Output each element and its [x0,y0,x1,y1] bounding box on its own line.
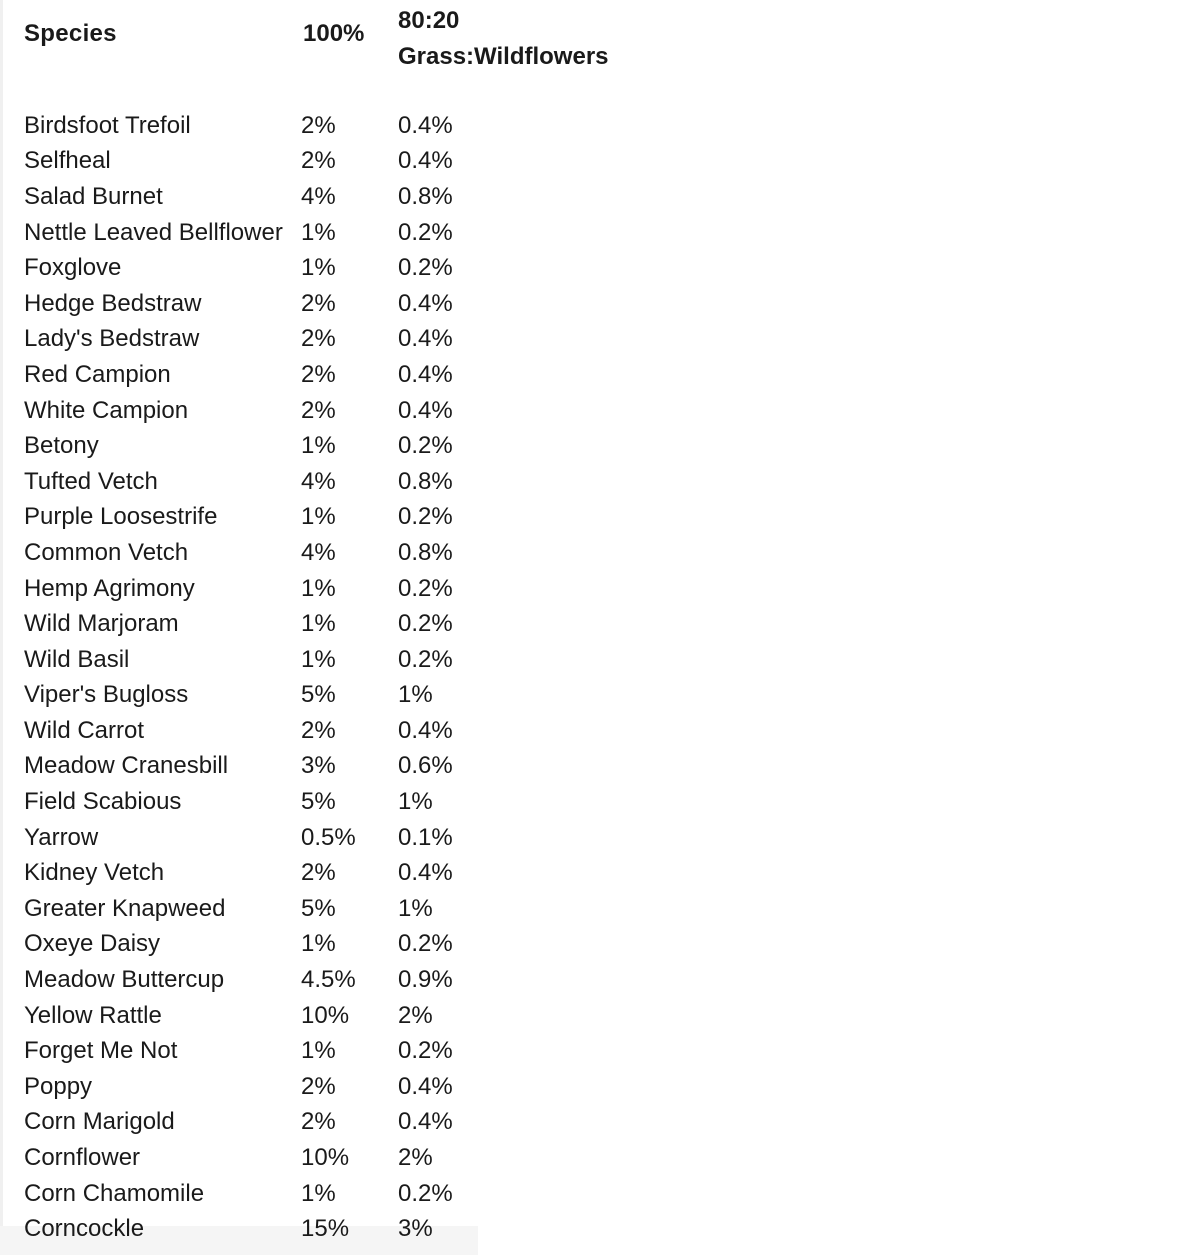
mix-percent-cell: 0.2% [398,645,453,673]
full-percent-cell: 1% [301,610,336,638]
full-percent-cell: 3% [301,752,336,780]
full-percent-cell: 5% [301,681,336,709]
full-percent-cell: 1% [301,218,336,246]
full-percent-cell: 1% [301,574,336,602]
header-species: Species [24,20,117,47]
full-percent-cell: 1% [301,645,336,673]
mix-percent-cell: 1% [398,681,433,709]
table-row [24,144,498,180]
species-cell: Selfheal [24,147,111,175]
table-row [24,927,498,963]
full-percent-cell: 4% [301,467,336,495]
mix-percent-cell: 0.9% [398,966,453,994]
species-cell: Yellow Rattle [24,1001,162,1029]
full-percent-cell: 15% [301,1215,350,1243]
species-cell: White Campion [24,396,189,424]
full-percent-cell: 4.5% [301,966,356,994]
mix-percent-cell: 0.4% [398,1108,453,1136]
table-row [24,820,498,856]
full-percent-cell: 4% [301,182,336,210]
full-percent-cell: 2% [301,147,336,175]
table-row [24,1211,498,1247]
table-row [24,500,498,536]
mix-percent-cell: 0.2% [398,930,453,958]
species-cell: Field Scabious [24,788,182,816]
table-row [24,393,498,429]
species-cell: Purple Loosestrife [24,503,218,531]
full-percent-cell: 1% [301,254,336,282]
table-row [24,784,498,820]
header-ratio [398,3,609,75]
mix-percent-cell: 0.2% [398,218,453,246]
species-cell: Birdsfoot Trefoil [24,111,191,139]
table-row [24,642,498,678]
table-row [24,891,498,927]
species-cell: Greater Knapweed [24,894,226,922]
mix-percent-cell: 0.8% [398,467,453,495]
species-cell: Common Vetch [24,538,189,566]
header-ratio-line1: 80:20 [398,7,460,34]
species-cell: Hedge Bedstraw [24,289,202,317]
species-cell: Viper's Bugloss [24,681,189,709]
header-ratio-line2: Grass:Wildflowers [398,43,609,70]
table-row [24,108,498,144]
full-percent-cell: 4% [301,538,336,566]
mix-percent-cell: 0.2% [398,1037,453,1065]
species-cell: Lady's Bedstraw [24,325,200,353]
mix-percent-cell: 2% [398,1001,433,1029]
full-percent-cell: 1% [301,503,336,531]
full-percent-cell: 0.5% [301,823,356,851]
table-row [24,215,498,251]
table-row [24,1069,498,1105]
species-cell: Hemp Agrimony [24,574,195,602]
full-percent-cell: 10% [301,1001,350,1029]
table-row [24,962,498,998]
full-percent-cell: 2% [301,360,336,388]
table-row [24,749,498,785]
table-row [24,179,498,215]
mix-percent-cell: 0.2% [398,254,453,282]
table-row [24,464,498,500]
mix-percent-cell: 0.4% [398,147,453,175]
mix-percent-cell: 0.4% [398,325,453,353]
species-cell: Corncockle [24,1215,145,1243]
mix-percent-cell: 0.2% [398,503,453,531]
table-row [24,357,498,393]
mix-percent-cell: 0.6% [398,752,453,780]
full-percent-cell: 2% [301,1072,336,1100]
species-cell: Wild Basil [24,645,130,673]
page-left-edge [0,0,3,1255]
full-percent-cell: 10% [301,1144,350,1172]
species-cell: Foxglove [24,254,122,282]
species-cell: Corn Chamomile [24,1179,205,1207]
species-cell: Wild Marjoram [24,610,179,638]
table-row [24,1033,498,1069]
full-percent-cell: 2% [301,1108,336,1136]
table-row [24,606,498,642]
full-percent-cell: 2% [301,289,336,317]
mix-percent-cell: 0.2% [398,432,453,460]
table-row [24,286,498,322]
species-cell: Salad Burnet [24,182,163,210]
full-percent-cell: 2% [301,396,336,424]
full-percent-cell: 2% [301,111,336,139]
header-full-percent: 100% [303,20,365,47]
species-cell: Yarrow [24,823,99,851]
full-percent-cell: 2% [301,859,336,887]
mix-percent-cell: 0.8% [398,182,453,210]
mix-percent-cell: 0.4% [398,1072,453,1100]
mix-percent-cell: 0.4% [398,360,453,388]
mix-percent-cell: 0.2% [398,574,453,602]
species-cell: Betony [24,432,99,460]
table-row [24,998,498,1034]
species-cell: Red Campion [24,360,171,388]
species-cell: Corn Marigold [24,1108,175,1136]
species-cell: Kidney Vetch [24,859,165,887]
table-row [24,1140,498,1176]
mix-percent-cell: 0.4% [398,396,453,424]
species-cell: Forget Me Not [24,1037,178,1065]
mix-percent-cell: 0.4% [398,859,453,887]
species-cell: Oxeye Daisy [24,930,161,958]
table-row [24,571,498,607]
mix-percent-cell: 0.8% [398,538,453,566]
mix-percent-cell: 0.1% [398,823,453,851]
table-row [24,678,498,714]
table-row [24,855,498,891]
mix-percent-cell: 0.2% [398,610,453,638]
full-percent-cell: 5% [301,894,336,922]
full-percent-cell: 1% [301,432,336,460]
species-cell: Wild Carrot [24,716,145,744]
table-row [24,1176,498,1212]
species-cell: Meadow Cranesbill [24,752,229,780]
table-row [24,322,498,358]
species-cell: Nettle Leaved Bellflower [24,218,283,246]
full-percent-cell: 5% [301,788,336,816]
table-row [24,713,498,749]
species-cell: Cornflower [24,1144,141,1172]
mix-percent-cell: 0.4% [398,716,453,744]
full-percent-cell: 2% [301,325,336,353]
mix-percent-cell: 1% [398,788,433,816]
mix-percent-cell: 0.4% [398,111,453,139]
full-percent-cell: 1% [301,930,336,958]
mix-percent-cell: 1% [398,894,433,922]
species-cell: Meadow Buttercup [24,966,225,994]
full-percent-cell: 2% [301,716,336,744]
full-percent-cell: 1% [301,1037,336,1065]
mix-percent-cell: 0.2% [398,1179,453,1207]
full-percent-cell: 1% [301,1179,336,1207]
table-row [24,250,498,286]
mix-percent-cell: 3% [398,1215,433,1243]
table-row [24,535,498,571]
species-cell: Poppy [24,1072,93,1100]
table-row [24,428,498,464]
mix-percent-cell: 0.4% [398,289,453,317]
species-cell: Tufted Vetch [24,467,158,495]
table-body [24,108,498,1247]
table-row [24,1105,498,1141]
mix-percent-cell: 2% [398,1144,433,1172]
